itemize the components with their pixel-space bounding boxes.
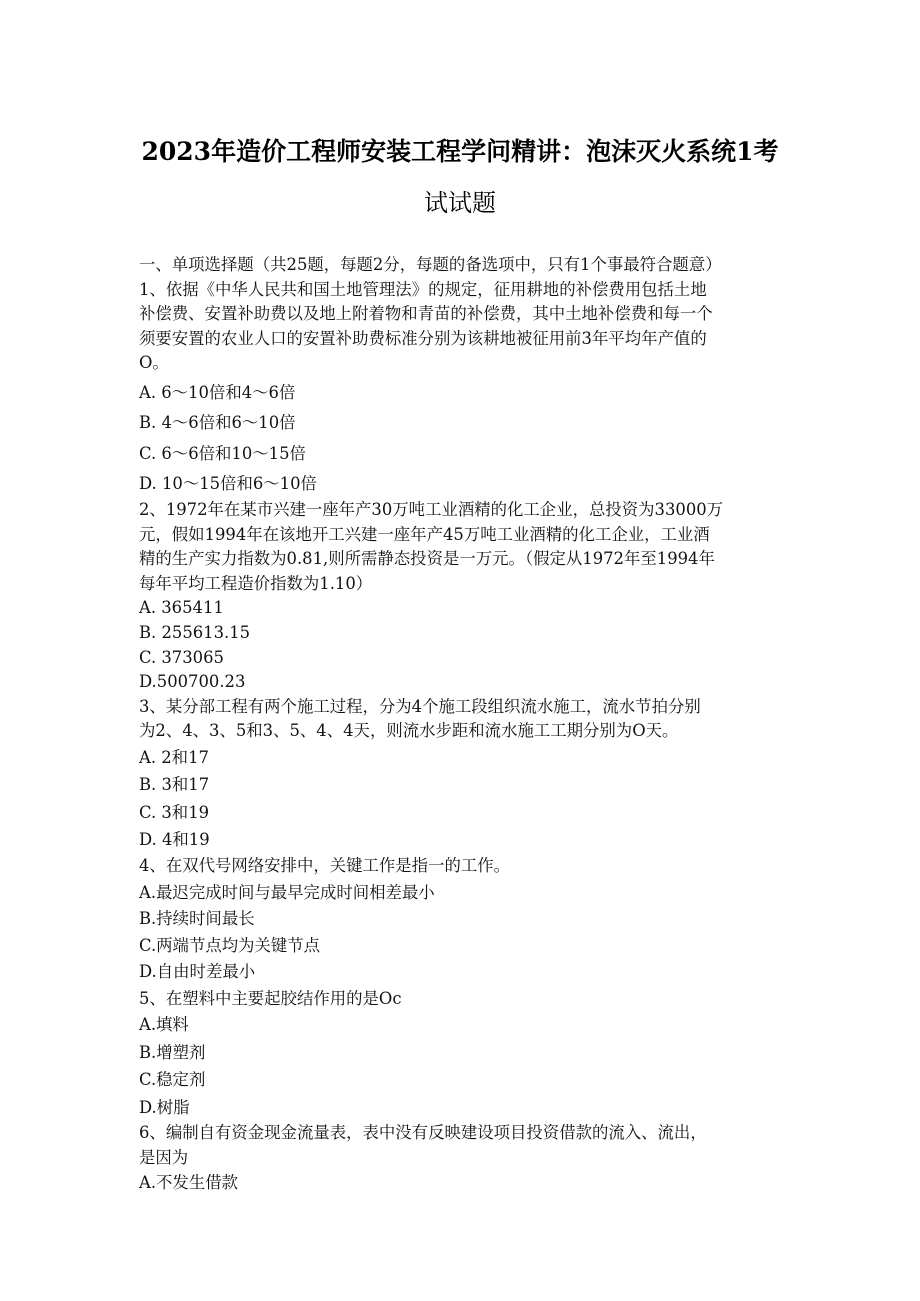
answer-option: D.自由时差最小 [139, 962, 256, 982]
question [139, 1121, 789, 1195]
answer-option: A. 2和17 [139, 747, 209, 767]
question-text-line: 5、在塑料中主要起胶结作用的是Oc [139, 988, 402, 1008]
question-text-line: 6、编制自有资金现金流量表，表中没有反映建设项目投资借款的流入、流出， [139, 1123, 707, 1143]
document-title-line1: 2023年造价工程师安装工程学问精讲：泡沫灭火系统1考 [141, 137, 779, 166]
answer-option: D. 4和19 [139, 830, 210, 850]
question-text-line: 2、1972年在某市兴建一座年产30万吨工业酒精的化工企业，总投资为33000万 [139, 499, 724, 519]
answer-option: A. 6～10倍和4～6倍 [139, 382, 296, 402]
answer-option: B. 3和17 [139, 775, 210, 795]
question [139, 854, 789, 985]
answer-option: B. 4～6倍和6～10倍 [139, 413, 296, 433]
answer-option: C. 3和19 [139, 802, 210, 822]
question-text-line: 每年平均工程造价指数为1.10） [139, 573, 373, 593]
answer-option: B. 255613.15 [139, 622, 251, 642]
answer-option: A.不发生借款 [139, 1172, 238, 1192]
question-text-line: 3、某分部工程有两个施工过程，分为4个施工段组织流水施工，流水节拍分别 [139, 696, 701, 716]
question [139, 278, 789, 498]
answer-option: C. 6～6倍和10～15倍 [139, 443, 306, 463]
question-text-line: 是因为 [139, 1148, 189, 1168]
answer-option: D.树脂 [139, 1097, 190, 1117]
question [139, 498, 789, 695]
document-title-line2: 试试题 [424, 189, 496, 217]
question-text-line: 为2、4、3、5和3、5、4、4天，则流水步距和流水施工工期分别为O天。 [139, 721, 679, 741]
answer-option: A.最迟完成时间与最早完成时间相差最小 [139, 882, 435, 902]
question-text-line: 精的生产实力指数为0.81,则所需静态投资是一万元。（假定从1972年至1994年 [139, 549, 715, 569]
answer-option: C. 373065 [139, 647, 224, 667]
question-text-line: 元，假如1994年在该地开工兴建一座年产45万吨工业酒精的化工企业，工业酒 [139, 524, 710, 544]
section-header: 一、单项选择题（共25题，每题2分，每题的备选项中，只有1个事最符合题意） [139, 255, 722, 274]
answer-option: A.填料 [139, 1015, 189, 1035]
answer-option: B.增塑剂 [139, 1042, 206, 1062]
answer-option: D. 10～15倍和6～10倍 [139, 474, 317, 494]
answer-option: C.稳定剂 [139, 1070, 206, 1090]
question-text-line: 须要安置的农业人口的安置补助费标准分别为该耕地被征用前3年平均年产值的 [139, 328, 707, 348]
question [139, 987, 789, 1122]
question-text-line: O。 [139, 353, 169, 373]
question-text-line: 4、在双代号网络安排中，关键工作是指一的工作。 [139, 855, 511, 875]
question-text-line: 补偿费、安置补助费以及地上附着物和青苗的补偿费，其中土地补偿费和每一个 [139, 304, 713, 324]
answer-option: A. 365411 [139, 598, 224, 618]
question-text-line: 1、依据《中华人民共和国土地管理法》的规定，征用耕地的补偿费用包括土地 [139, 279, 707, 299]
question [139, 695, 789, 854]
answer-option: B.持续时间最长 [139, 909, 255, 929]
answer-option: C.两端节点均为关键节点 [139, 935, 321, 955]
answer-option: D.500700.23 [139, 672, 246, 692]
document-body [139, 253, 789, 1195]
